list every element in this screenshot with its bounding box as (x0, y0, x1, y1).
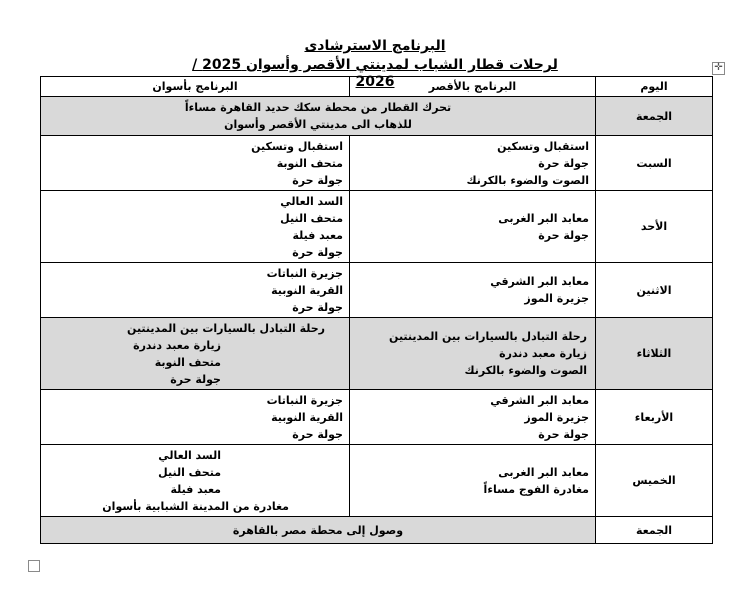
program-line: جزيرة الموز (524, 410, 589, 424)
document-title: البرنامج الاسترشادى (304, 38, 446, 54)
luxor-program-cell (350, 445, 596, 517)
header-aswan: البرنامج بأسوان (41, 77, 350, 97)
program-line: جولة حرة (292, 300, 343, 314)
row-friday-departure (41, 97, 713, 136)
row-sunday (41, 191, 713, 263)
aswan-program-cell (41, 136, 350, 191)
day-cell: الجمعة (596, 517, 713, 544)
program-line: القرية النوبية (271, 283, 343, 297)
document-subtitle: لرحلات قطار الشباب لمدينتي الأقصر وأسوان 2025 / 2026 (192, 57, 558, 90)
program-line: متحف النوبة (154, 355, 221, 369)
table-move-handle-icon[interactable] (712, 62, 725, 75)
program-line: استقبال وتسكين (497, 139, 589, 153)
aswan-program-cell (41, 263, 350, 318)
program-line: معابد البر الشرقي (490, 275, 589, 288)
program-line: جزيرة الموز (524, 292, 589, 305)
luxor-program-cell (350, 191, 596, 263)
program-line: مغادرة من المدينة الشبابية بأسوان (102, 499, 289, 513)
program-line: القرية النوبية (271, 410, 343, 424)
program-line: جزيرة النباتات (266, 266, 343, 280)
program-line: جولة حرة (538, 427, 589, 441)
aswan-program-cell (41, 191, 350, 263)
program-line: جولة حرة (538, 156, 589, 170)
program-line: مغادرة الفوج مساءاً (483, 482, 589, 496)
schedule-table (40, 76, 713, 544)
aswan-program-cell (41, 390, 350, 445)
program-line: متحف النيل (280, 211, 343, 225)
program-line: للذهاب الى مدينتي الأقصر وأسوان (224, 118, 412, 131)
program-line: متحف النيل (158, 465, 221, 479)
day-cell: الخميس (596, 445, 713, 517)
program-line: معبد فيلة (170, 482, 221, 496)
row-monday (41, 263, 713, 318)
row-tuesday (41, 318, 713, 390)
program-line: رحلة التبادل بالسيارات بين المدينتين (127, 321, 325, 335)
program-line: وصول إلى محطة مصر بالقاهرة (232, 523, 404, 537)
luxor-program-cell (350, 318, 596, 390)
program-line: جولة حرة (292, 427, 343, 441)
program-line: زيارة معبد دندرة (133, 338, 221, 352)
luxor-program-cell (350, 390, 596, 445)
program-line: الصوت والضوء بالكرنك (464, 364, 587, 377)
day-cell: الثلاثاء (596, 318, 713, 390)
day-cell: الأحد (596, 191, 713, 263)
aswan-program-cell (41, 318, 350, 390)
program-line: معابد البر الغربى (498, 465, 589, 479)
header-day: اليوم (596, 77, 713, 97)
program-line: جولة حرة (538, 228, 589, 242)
day-cell: الجمعة (596, 97, 713, 136)
luxor-program-cell (350, 136, 596, 191)
row-wednesday (41, 390, 713, 445)
program-line: متحف النوبة (276, 156, 343, 170)
program-line: معابد البر الغربى (498, 211, 589, 225)
program-line: رحلة التبادل بالسيارات بين المدينتين (389, 330, 587, 343)
row-thursday (41, 445, 713, 517)
merged-program-cell (41, 97, 596, 136)
row-friday-arrival (41, 517, 713, 544)
program-line: زيارة معبد دندرة (499, 347, 587, 360)
program-line: معبد فيلة (292, 228, 343, 242)
day-cell: السبت (596, 136, 713, 191)
luxor-program-cell (350, 263, 596, 318)
row-saturday (41, 136, 713, 191)
day-cell: الاثنين (596, 263, 713, 318)
program-line: الصوت والضوء بالكرنك (466, 173, 589, 187)
header-row (41, 77, 713, 97)
program-line: جولة حرة (170, 372, 221, 386)
merged-program-cell (41, 517, 596, 544)
table-resize-handle[interactable] (28, 560, 40, 572)
aswan-program-cell (41, 445, 350, 517)
program-line: السد العالي (158, 448, 221, 462)
program-line: جولة حرة (292, 245, 343, 259)
program-line: تحرك القطار من محطة سكك حديد القاهرة مساءاً (184, 101, 452, 114)
header-luxor: البرنامج بالأقصر (350, 77, 596, 97)
program-line: استقبال وتسكين (251, 139, 343, 153)
day-cell: الأربعاء (596, 390, 713, 445)
program-line: السد العالي (280, 194, 343, 208)
program-line: معابد البر الشرقي (490, 393, 589, 407)
program-line: جولة حرة (292, 173, 343, 187)
program-line: جزيرة النباتات (266, 393, 343, 407)
